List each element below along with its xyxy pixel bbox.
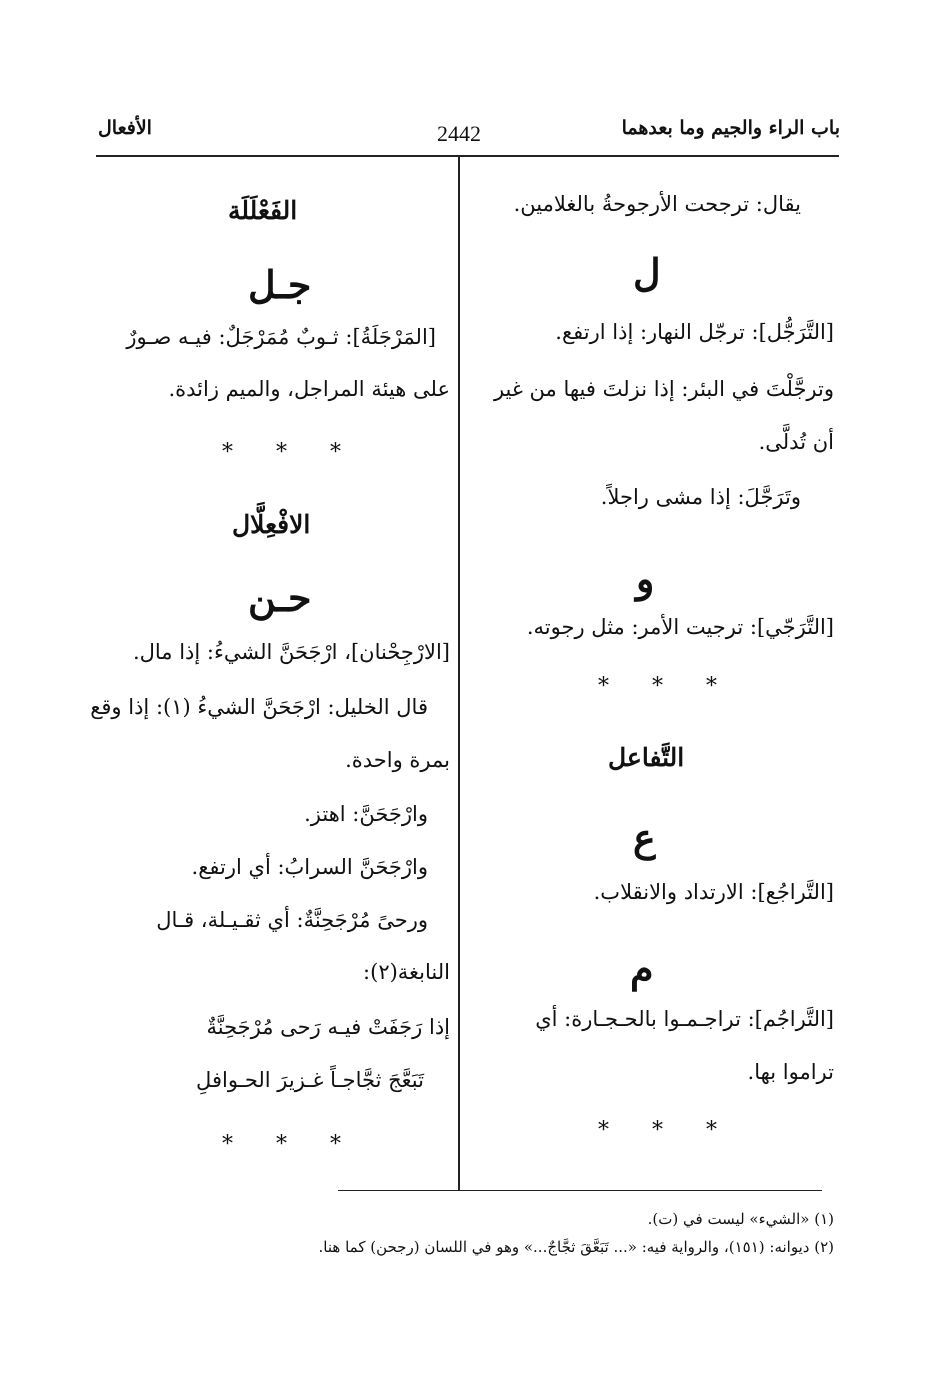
right-col-line-1: يقال: ترجحت الأرجوحةُ بالغلامين.	[513, 192, 801, 216]
footnote-rule	[338, 1190, 822, 1191]
running-head-right: باب الراء والجيم وما بعدهما	[621, 117, 840, 139]
root-heading-lam: ل	[633, 250, 661, 295]
section-separator: * * *	[222, 440, 359, 465]
section-heading-faalala: الفَعْلَلَة	[228, 196, 298, 225]
right-col-line-4: أن تُدلَّى.	[758, 430, 834, 454]
running-head-left: الأفعال	[98, 117, 152, 139]
section-separator: * * *	[222, 1132, 359, 1157]
verse-line-2: تَبَعَّجَ ثجَّاجـاً غـزيرَ الحـوافلِ	[196, 1068, 424, 1092]
left-col-line-4: قال الخليل: ارْجَحَنَّ الشيءُ (١): إذا وقع	[90, 695, 428, 719]
right-col-line-9: تراموا بها.	[747, 1060, 834, 1084]
section-heading-ifilal: الافْعِلَّال	[232, 510, 311, 539]
left-col-line-1: [المَرْجَلَةُ]: ثـوبٌ مُمَرْجَلٌ: فيـه صـورٌ	[126, 325, 436, 349]
right-col-line-7: [التَّراجُع]: الارتداد والانقلاب.	[593, 880, 834, 904]
right-col-line-8: [التَّراجُم]: تراجـمـوا بالحـجـارة: أي	[535, 1007, 834, 1031]
page-number: 2442	[437, 121, 481, 146]
root-heading-ha-nun: حـن	[248, 575, 312, 620]
column-divider	[458, 157, 460, 1190]
left-col-line-3: [الارْجِحْنان]، ارْجَحَنَّ الشيءُ: إذا مال.	[132, 640, 450, 664]
left-col-line-9: النابغة(٢):	[363, 960, 450, 984]
verse-line-1: إذا رَجَفَتْ فيـه رَحى مُرْجَحِنَّةٌ	[206, 1015, 450, 1039]
header-rule	[96, 155, 839, 157]
root-heading-ayn: ع	[633, 815, 656, 860]
section-separator: * * *	[598, 1118, 735, 1143]
right-col-line-3: وترجَّلْتَ في البئر: إذا نزلتَ فيها من غير	[493, 377, 834, 401]
root-heading-jim-lam: جـل	[248, 262, 312, 307]
left-col-line-6: وارْجَحَنَّ: اهتز.	[304, 802, 428, 826]
left-col-line-5: بمرة واحدة.	[345, 748, 450, 772]
left-col-line-2: على هيئة المراجل، والميم زائدة.	[168, 377, 450, 401]
footnote-2: (٢) ديوانه: (١٥١)، والرواية فيه: «... تَبَعَّقَ ثجَّاجٌ...» وهو في اللسان (رجحن) كما هنا.	[318, 1238, 834, 1256]
right-col-line-5: وتَرَجَّلَ: إذا مشى راجلاً.	[600, 485, 801, 509]
section-heading-tafaul: التَّفاعل	[608, 743, 685, 772]
section-separator: * * *	[598, 674, 735, 699]
right-col-line-2: [التَّرَجُّل]: ترجّل النهار: إذا ارتفع.	[555, 320, 834, 344]
root-heading-waw: و	[636, 556, 655, 601]
left-col-line-7: وارْجَحَنَّ السرابُ: أي ارتفع.	[191, 855, 428, 879]
footnote-1: (١) «الشيء» ليست في (ت).	[647, 1210, 834, 1228]
left-col-line-8: ورحىً مُرْجَحِنَّةٌ: أي ثقـيـلة، قـال	[156, 908, 428, 932]
right-col-line-6: [التَّرَجّي]: ترجيت الأمر: مثل رجوته.	[526, 615, 834, 639]
root-heading-mim: م	[630, 946, 654, 991]
